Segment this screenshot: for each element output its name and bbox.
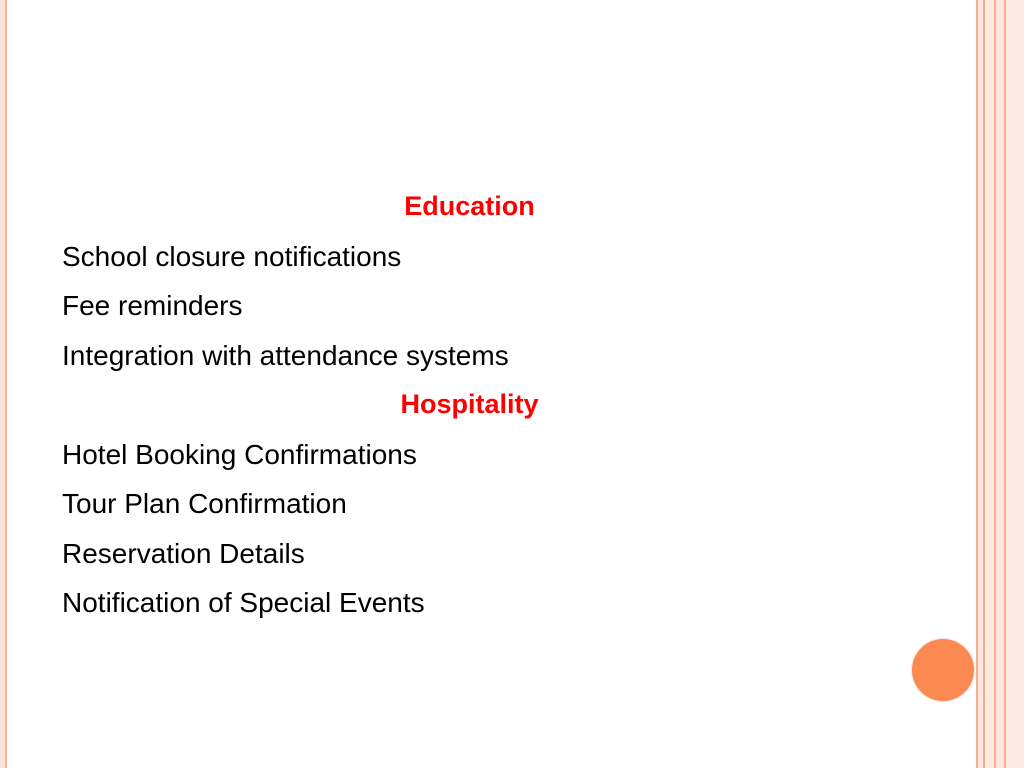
border-line: [996, 0, 1004, 768]
list-item: Hotel Booking Confirmations: [62, 438, 417, 470]
left-border-stripe: [0, 0, 7, 768]
slide-body: [62, 182, 882, 628]
list-item: Notification of Special Events: [62, 587, 425, 618]
list-item: Reservation Details: [62, 537, 305, 569]
accent-circle: [912, 639, 974, 701]
list-item: Tour Plan Confirmation: [62, 488, 347, 519]
section-heading-education: Education: [404, 191, 535, 221]
list-item: Fee reminders: [62, 290, 243, 321]
border-line: [1006, 0, 1024, 768]
section-heading-hospitality: Hospitality: [400, 389, 539, 419]
list-item: School closure notifications: [62, 240, 402, 272]
list-item: Integration with attendance systems: [62, 339, 509, 371]
border-line: [985, 0, 994, 768]
right-decorative-border: [976, 0, 1024, 768]
